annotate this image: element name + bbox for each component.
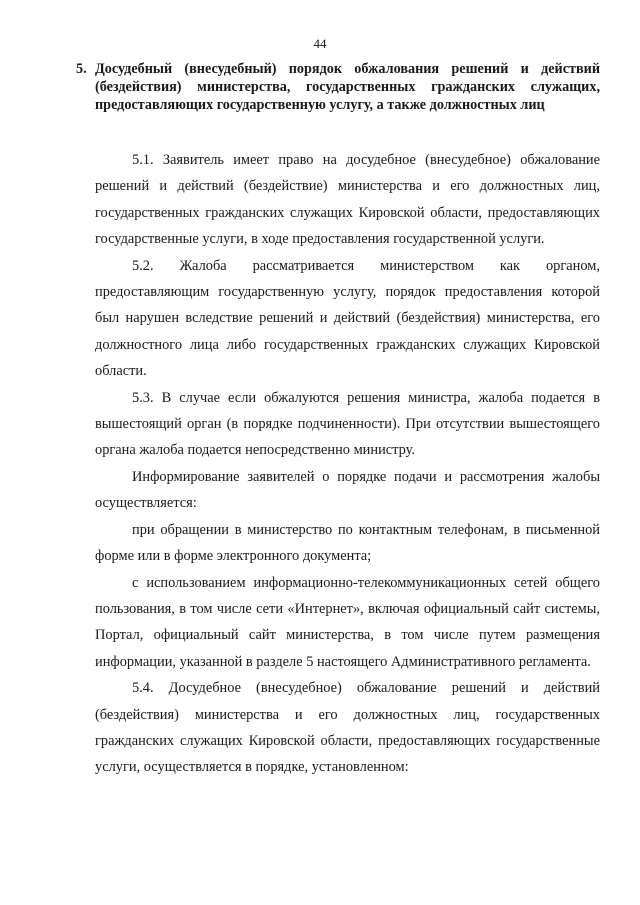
paragraph-internet: с использованием информационно-телекоммуникационных сетей общего пользования, в том числе сети «Интернет», включая официальный сайт системы, Портал, официальный сайт министерства, в том числе путем размещения информации, указанной в разделе 5 настоящего Административного регламента. xyxy=(95,574,600,670)
section-heading-number: 5. xyxy=(76,61,87,77)
paragraph-5-1: 5.1. Заявитель имеет право на досудебное (внесудебное) обжалование решений и действий (бездействие) министерства и его должностных лиц, государственных гражданских служащих Кировской области, предоставляющих государственные услуги, в ходе предоставления государственной услуги. xyxy=(95,152,600,248)
paragraph-5-2: 5.2. Жалоба рассматривается министерством как органом, предоставляющим государственную услугу, порядок предоставления которой был нарушен вследствие решений и действий (бездействия) министерства, его должностного лица либо государственных гражданских служащих Кировской области. xyxy=(95,257,600,380)
paragraph-5-4: 5.4. Досудебное (внесудебное) обжалование решений и действий (бездействия) министерства и его должностных лиц, государственных гражданских служащих Кировской области, предоставляющих государственные услуги, осуществляется в порядке, установленном: xyxy=(95,680,600,776)
paragraph-5-3: 5.3. В случае если обжалуются решения министра, жалоба подается в вышестоящий орган (в порядке подчиненности). При отсутствии вышестоящего органа жалоба подается непосредственно министру. xyxy=(95,389,600,459)
paragraph-informing: Информирование заявителей о порядке подачи и рассмотрения жалобы осуществляется: xyxy=(95,468,600,512)
section-heading-text: Досудебный (внесудебный) порядок обжалования решений и действий (бездействия) министерства, государственных гражданских служащих, предоставляющих государственную услугу, а также должностных лиц xyxy=(95,61,600,113)
body-text xyxy=(95,147,600,781)
page-number: 44 xyxy=(313,36,327,51)
paragraph-contact-phones: при обращении в министерство по контактным телефонам, в письменной форме или в форме электронного документа; xyxy=(95,521,600,565)
section-heading xyxy=(76,60,600,114)
